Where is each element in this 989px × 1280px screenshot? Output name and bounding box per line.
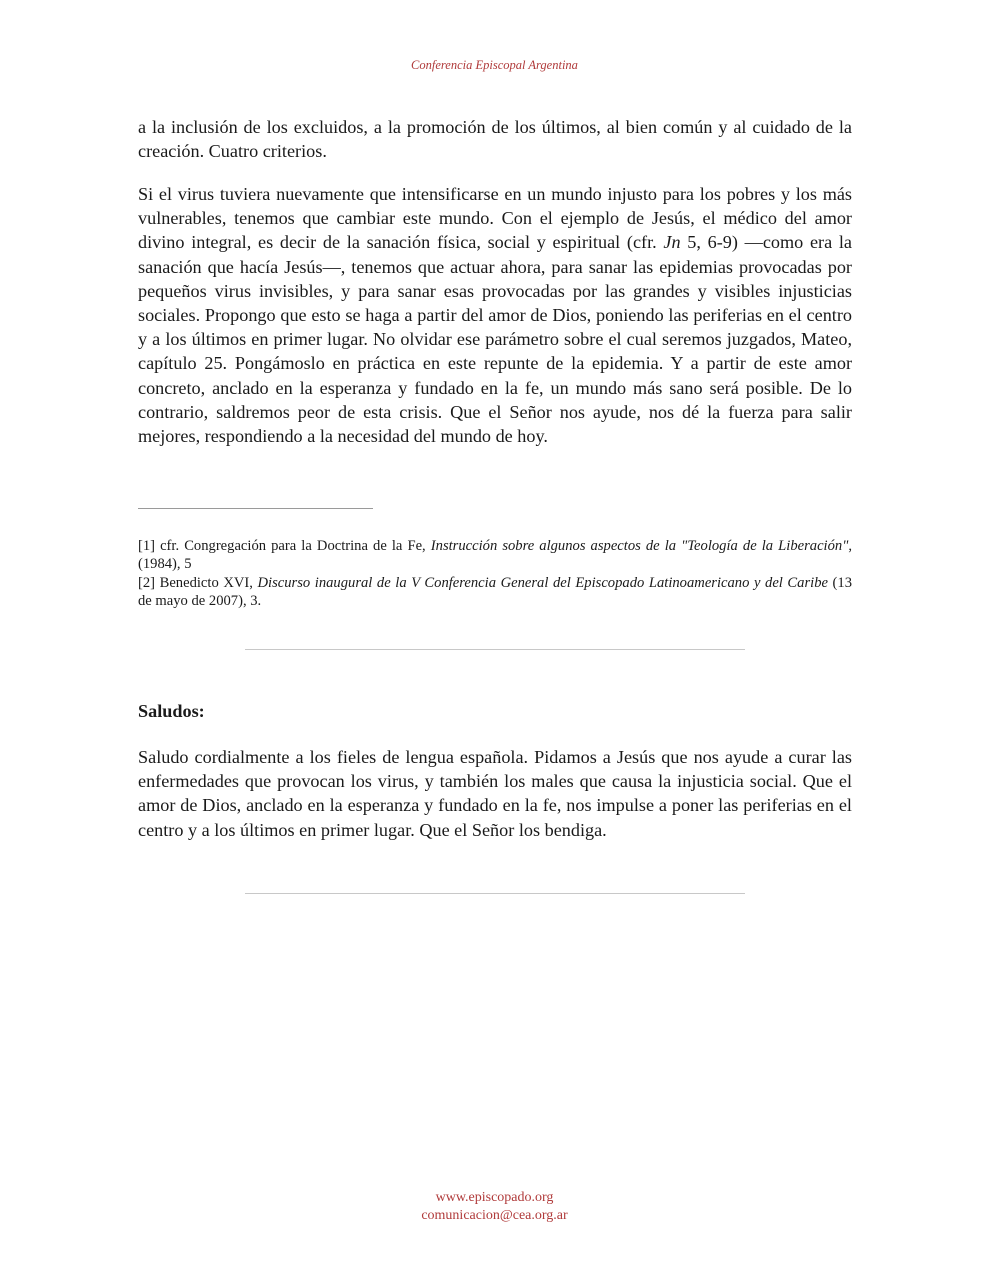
footnote-1-title: Instrucción sobre algunos aspectos de la "Teología de la Liberación" — [430, 538, 849, 554]
footer-website-link[interactable]: www.episcopado.org — [435, 1190, 554, 1205]
footnotes — [138, 537, 852, 611]
body-paragraph-2 — [138, 182, 852, 448]
footnote-1-suffix: , (1984), 5 — [138, 538, 852, 573]
footnote-1 — [138, 537, 852, 574]
footnote-2 — [138, 574, 852, 611]
saludos-heading: Saludos: — [138, 701, 205, 721]
footnote-separator — [138, 508, 373, 509]
page-footer — [0, 1189, 989, 1224]
footnote-1-prefix: [1] cfr. Congregación para la Doctrina de la Fe, — [138, 538, 431, 554]
footnote-2-title: Discurso inaugural de la V Conferencia General del Episcopado Latinoamericano y del Caribe — [257, 574, 828, 591]
body-paragraph-1: a la inclusión de los excluidos, a la promoción de los últimos, al bien común y al cuidado de la creación. Cuatro criterios. — [138, 117, 852, 162]
gospel-reference: Jn — [663, 232, 681, 253]
footer-email-link[interactable]: comunicacion@cea.org.ar — [421, 1207, 568, 1223]
section-divider-2 — [245, 893, 745, 894]
footnote-2-prefix: [2] Benedicto XVI, — [138, 574, 258, 591]
paragraph-2-text-a: Si el virus tuviera nuevamente que intensificarse en un mundo injusto para los pobres y los más vulnerables, tenemos que cambiar este mundo. Con el ejemplo de Jesús, el médico del amor divino integral, es decir de la sanación física, social y espiritual (cfr. — [138, 184, 852, 253]
section-divider-1 — [245, 649, 745, 650]
page-header-title: Conferencia Episcopal Argentina — [411, 58, 578, 72]
paragraph-2-text-b: 5, 6-9) —como era la sanación que hacía Jesús—, tenemos que actuar ahora, para sanar las epidemias provocadas por pequeños virus invisibles, y para sanar esas provocadas por las grandes y visibles injusticias sociales. Propongo que esto se haga a partir del amor de Dios, poniendo las periferias en el centro y a los últimos en primer lugar. No olvidar ese parámetro sobre el cual seremos juzgados, Mateo, capítulo 25. Pongámoslo en práctica en este repunte de la epidemia. Y a partir de este amor concreto, anclado en la esperanza y fundado en la fe, un mundo más sano será posible. De lo contrario, saldremos peor de esta crisis. Que el Señor nos ayude, nos dé la fuerza para salir mejores, respondiendo a la necesidad del mundo de hoy. — [138, 232, 852, 447]
saludos-paragraph: Saludo cordialmente a los fieles de lengua española. Pidamos a Jesús que nos ayude a curar las enfermedades que provocan los virus, y también los males que causa la injusticia social. Que el amor de Dios, anclado en la esperanza y fundado en la fe, nos impulse a poner las periferias en el centro y a los últimos en primer lugar. Que el Señor los bendiga. — [138, 747, 852, 840]
footnote-2-suffix: (13 de mayo de 2007), 3. — [138, 574, 852, 610]
